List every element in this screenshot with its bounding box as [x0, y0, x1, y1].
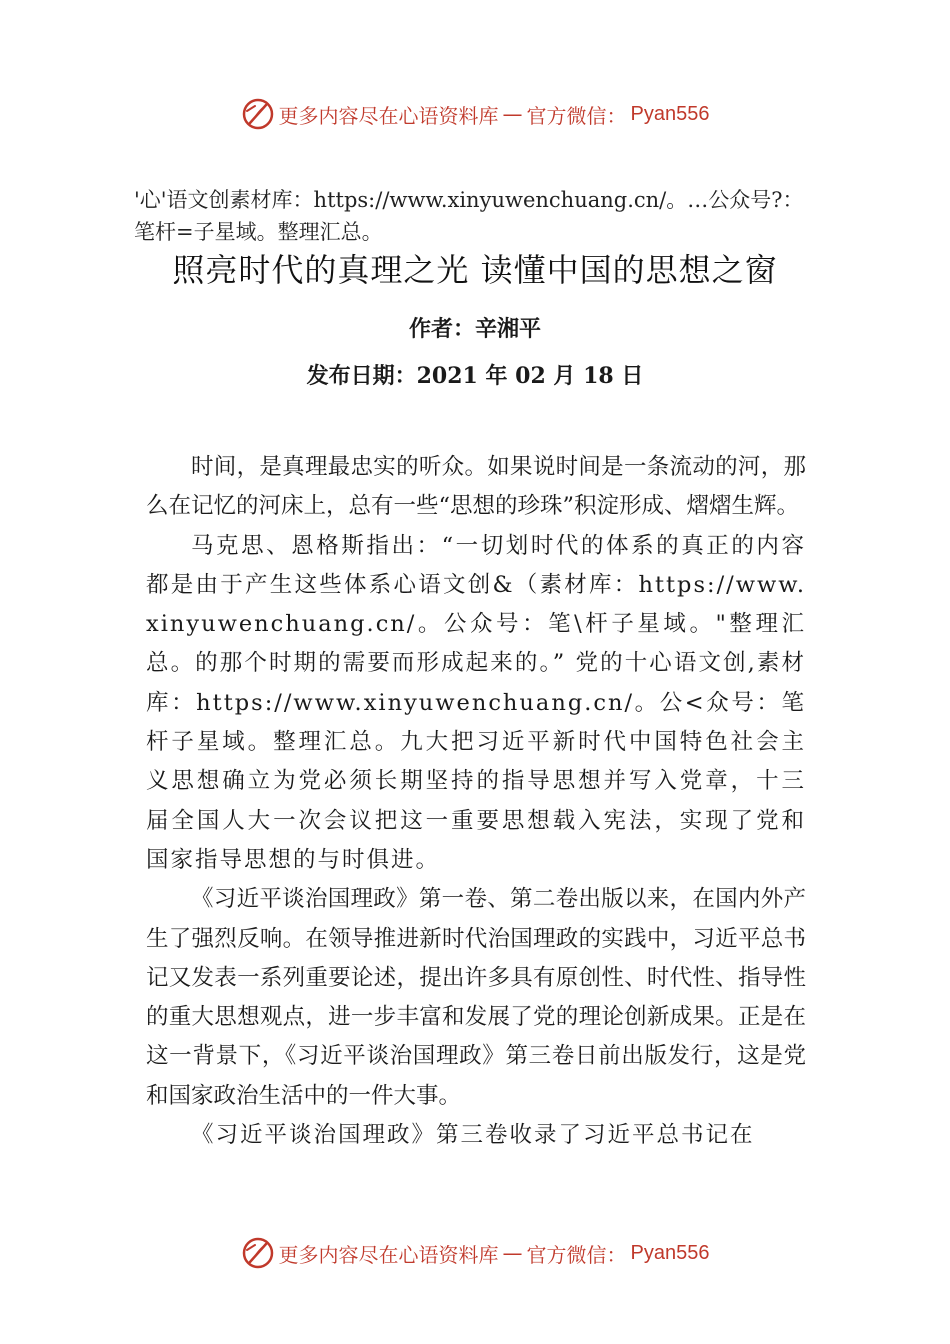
banner-separator: — — [502, 1241, 523, 1265]
paragraph: 马克思、恩格斯指出：“一切划时代的体系的真正的内容都是由于产生这些体系心语文创&（素材库：https://www.xinyuwenchuang.cn/。公众号：笔\杆子星域。"整理汇总。的那个时期的需要而形成起来的。” 党的十心语文创,素材库：https://www.xinyuwenchuang.cn/。公<众号：笔杆子星域。整理汇总。九大把习近平新时代中国特色社会主义思想确立为党必须长期坚持的指导思想并写入党章，十三届全国人大一次会议把这一重要思想载入宪法，实现了党和国家指导思想的与时俱进。 — [146, 532, 806, 873]
article-date: 发布日期：2021 年 02 月 18 日 — [306, 363, 644, 389]
banner-separator: — — [502, 102, 523, 126]
source-note: '心'语文创素材库：https://www.xinyuwenchuang.cn/。…公众号?：笔杆=子星域。整理汇总。 — [134, 188, 804, 244]
footer-banner — [0, 1233, 950, 1273]
paragraph: 《习近平谈治国理政》第一卷、第二卷出版以来，在国内外产生了强烈反响。在领导推进新时代治国理政的实践中，习近平总书记又发表一系列重要论述，提出许多具有原创性、时代性、指导性的重大思想观点，进一步丰富和发展了党的理论创新成果。正是在这一背景下，《习近平谈治国理政》第三卷日前出版发行，这是党和国家政治生活中的一件大事。 — [146, 886, 806, 1109]
paragraph: 《习近平谈治国理政》第三卷收录了习近平总书记在 — [191, 1122, 755, 1149]
header-banner — [0, 94, 950, 134]
banner-text: 更多内容尽在心语资料库 — [278, 1242, 499, 1267]
article-body — [146, 448, 806, 1155]
banner-wechat-handle: Pyan556 — [630, 1241, 710, 1264]
banner-wechat-label: 官方微信： — [526, 1242, 627, 1267]
feather-pen-circle-icon — [241, 1236, 275, 1270]
article-author: 作者：辛湘平 — [408, 316, 541, 342]
paragraph: 时间，是真理最忠实的听众。如果说时间是一条流动的河，那么在记忆的河床上，总有一些“思想的珍珠”积淀形成、熠熠生辉。 — [146, 454, 806, 520]
article-title: 照亮时代的真理之光 读懂中国的思想之窗 — [172, 251, 778, 289]
feather-pen-circle-icon — [241, 97, 275, 131]
banner-text: 更多内容尽在心语资料库 — [278, 103, 499, 128]
banner-wechat-handle: Pyan556 — [630, 102, 710, 125]
banner-wechat-label: 官方微信： — [526, 103, 627, 128]
